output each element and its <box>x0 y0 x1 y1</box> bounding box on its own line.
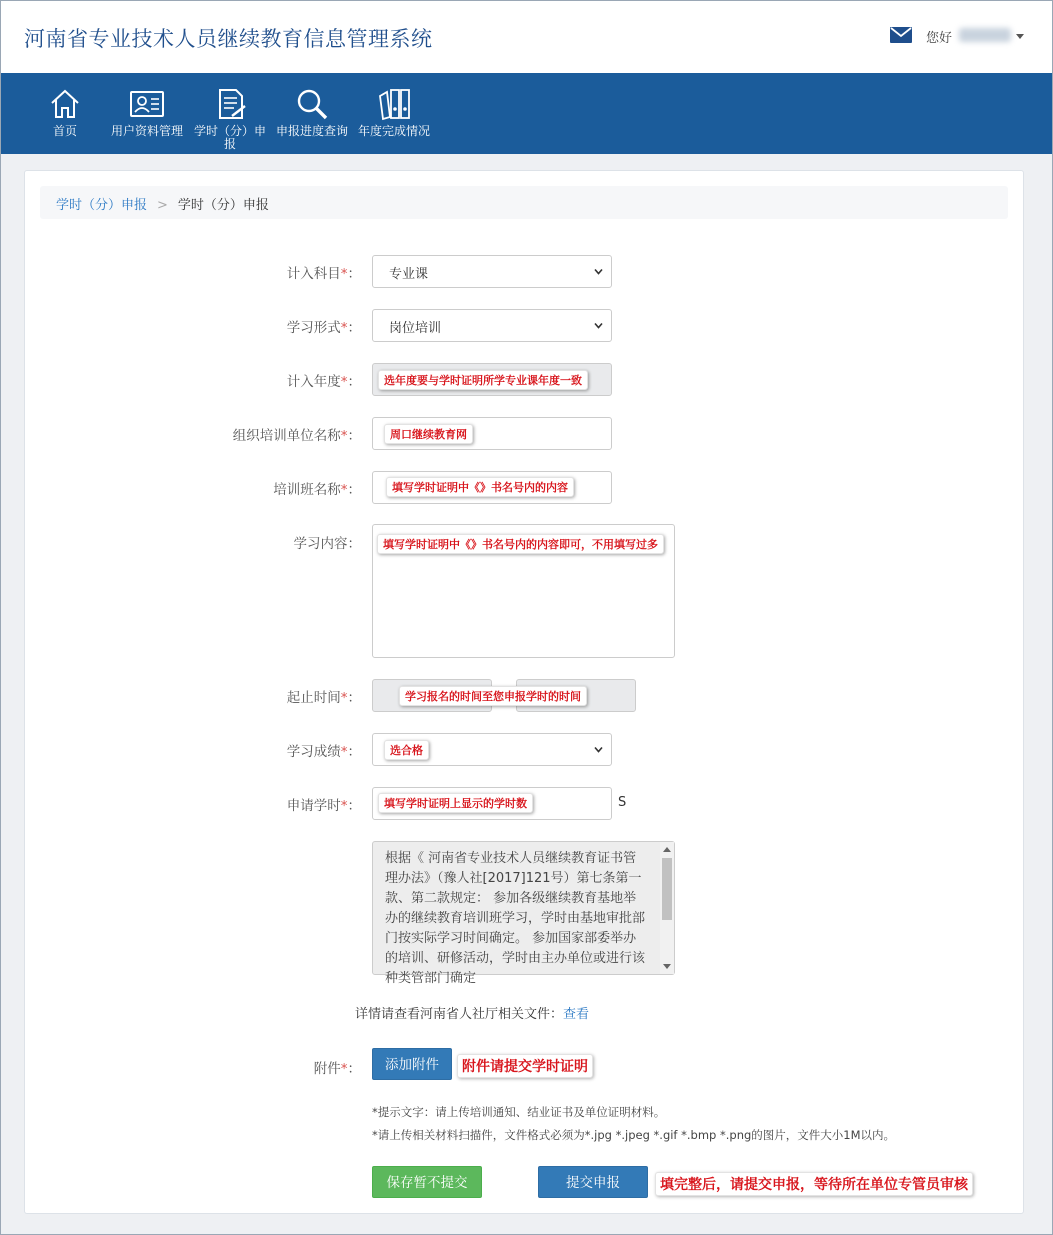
scroll-down-arrow-icon[interactable] <box>663 964 671 969</box>
notice-scrollbar[interactable] <box>660 842 674 974</box>
attachment-annotation: 附件请提交学时证明 <box>457 1054 593 1078</box>
hours-annotation: 填写学时证明上显示的学时数 <box>378 793 533 813</box>
document-pen-icon <box>212 87 248 121</box>
subject-select[interactable] <box>372 255 612 288</box>
mail-icon[interactable] <box>890 27 912 43</box>
year-label: 计入年度*： <box>286 374 361 390</box>
user-card-icon <box>129 87 165 121</box>
scroll-up-arrow-icon[interactable] <box>663 847 671 852</box>
submit-annotation: 填完整后，请提交申报，等待所在单位专管员审核 <box>655 1172 973 1196</box>
nav-item-annual[interactable] <box>355 73 433 154</box>
detail-prefix: 详情请查看河南省人社厅相关文件： <box>355 1007 564 1022</box>
main-nav <box>1 73 1052 154</box>
class-name-label: 培训班名称*： <box>273 482 361 498</box>
nav-label-hours-apply-2: 报 <box>223 137 236 151</box>
scroll-thumb[interactable] <box>662 858 672 920</box>
submit-button[interactable]: 提交申报 <box>538 1166 648 1198</box>
binders-icon <box>376 87 412 121</box>
detail-line <box>355 1003 589 1022</box>
org-label: 组织培训单位名称*： <box>232 428 361 444</box>
class-name-annotation: 填写学时证明中《》书名号内的内容 <box>386 477 574 497</box>
breadcrumb-parent-link[interactable]: 学时（分）申报 <box>56 198 148 213</box>
period-label: 起止时间*： <box>286 690 361 706</box>
content-label: 学习内容： <box>293 536 361 552</box>
username-redacted[interactable] <box>959 28 1011 42</box>
period-annotation: 学习报名的时间至您申报学时的时间 <box>399 686 587 706</box>
nav-item-progress[interactable] <box>273 73 351 154</box>
chevron-down-icon <box>594 745 603 754</box>
view-link[interactable]: 查看 <box>563 1007 590 1022</box>
main-panel <box>24 170 1024 1214</box>
org-annotation: 周口继续教育网 <box>384 424 473 444</box>
chevron-down-icon <box>594 267 603 276</box>
magnifier-icon <box>294 87 330 121</box>
breadcrumb-separator: > <box>157 198 168 213</box>
header-bar <box>1 1 1052 73</box>
chevron-down-icon <box>594 321 603 330</box>
year-annotation: 选年度要与学时证明所学专业课年度一致 <box>378 370 588 390</box>
score-label: 学习成绩*： <box>286 744 361 760</box>
hours-label: 申请学时*： <box>286 798 361 814</box>
regulation-notice[interactable] <box>372 841 675 986</box>
content-annotation: 填写学时证明中《》书名号内的内容即可，不用填写过多 <box>377 534 664 554</box>
nav-label-progress: 申报进度查询 <box>275 124 348 138</box>
nav-label-home: 首页 <box>52 124 77 138</box>
home-icon <box>47 87 83 121</box>
study-form-value: 岗位培训 <box>389 321 442 336</box>
attachment-label: 附件*： <box>313 1061 361 1077</box>
tip-text-2: *请上传相关材料扫描件，文件格式必须为*.jpg *.jpeg *.gif *.bmp *.png的图片，文件大小1M以内。 <box>372 1128 896 1142</box>
subject-value: 专业课 <box>389 267 429 282</box>
breadcrumb-current: 学时（分）申报 <box>177 198 269 213</box>
nav-item-home[interactable] <box>44 73 86 154</box>
greeting-text: 您好 <box>926 31 953 46</box>
user-menu-caret-icon[interactable] <box>1016 34 1024 39</box>
save-draft-button[interactable]: 保存暂不提交 <box>372 1166 482 1198</box>
tip-text-1: *提示文字：请上传培训通知、结业证书及单位证明材料。 <box>372 1105 666 1119</box>
nav-item-hours-apply[interactable] <box>191 73 269 154</box>
regulation-notice-text: 根据《 河南省专业技术人员继续教育证书管理办法》（豫人社[2017]121号）第七条第一款、第二款规定： 参加各级继续教育基地举办的继续教育培训班学习，学时由基地审批部门按实际学习时间确定。 参加国家部委举办的培训、研修活动，学时由主办单位或进行该种类管部门确定 <box>385 851 646 986</box>
study-form-select[interactable] <box>372 309 612 342</box>
nav-label-annual: 年度完成情况 <box>357 124 430 138</box>
nav-item-profile[interactable] <box>108 73 186 154</box>
nav-label-profile: 用户资料管理 <box>110 124 183 138</box>
add-attachment-button[interactable]: 添加附件 <box>372 1048 452 1080</box>
study-form-label: 学习形式*： <box>286 320 361 336</box>
nav-label-hours-apply-1: 学时（分）申 <box>193 124 266 138</box>
score-annotation: 选合格 <box>384 740 429 760</box>
subject-label: 计入科目*： <box>286 266 361 282</box>
breadcrumb <box>40 186 1008 219</box>
system-title: 河南省专业技术人员继续教育信息管理系统 <box>24 27 433 51</box>
hours-unit: S <box>618 795 627 810</box>
